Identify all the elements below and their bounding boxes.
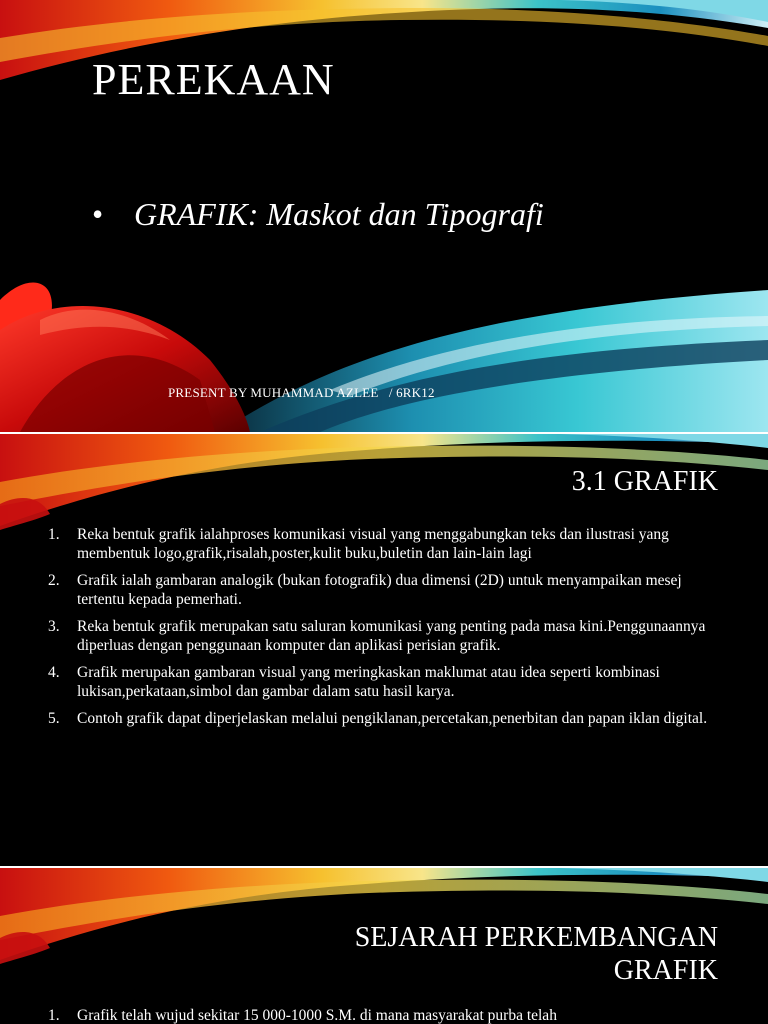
list-item [0,572,717,609]
title-line-1: SEJARAH PERKEMBANGAN [354,922,718,953]
history-list [0,1007,717,1024]
list-item [0,526,717,563]
subtitle-text: GRAFIK: Maskot dan Tipografi [134,196,544,232]
item-text: Reka bentuk grafik merupakan satu saluran komunikasi yang penting pada masa kini.Penggunaannya diperluas dengan penggunaan komputer dan aplikasi perisian grafik. [77,618,706,654]
item-number: 2. [48,572,60,589]
item-number: 3. [48,618,60,635]
item-number: 1. [48,1007,60,1024]
slide-title [355,921,718,987]
item-text: Grafik telah wujud sekitar 15 000-1000 S.M. di mana masyarakat purba telah [77,1007,557,1024]
item-text: Grafik ialah gambaran analogik (bukan fotografik) dua dimensi (2D) untuk menyampaikan mesej tertentu kepada pemerhati. [77,572,682,608]
list-item [0,618,717,655]
item-text: Contoh grafik dapat diperjelaskan melalui pengiklanan,percetakan,penerbitan dan papan iklan digital. [77,710,708,727]
list-item [0,664,717,701]
definition-list [0,526,717,738]
item-number: 1. [48,526,60,543]
content-slide-grafik [0,434,768,866]
bullet-dot: • [92,196,104,232]
content-slide-sejarah [0,868,768,1024]
item-number: 5. [48,710,60,727]
slide-title: 3.1 GRAFIK [571,466,718,497]
item-text: Reka bentuk grafik ialahproses komunikasi visual yang menggabungkan teks dan ilustrasi yang membentuk logo,grafik,risalah,poster,kulit buku,buletin dan lain-lain lagi [77,526,669,562]
title-slide [0,0,768,432]
title-line-2: GRAFIK [613,955,718,986]
list-item [0,710,717,729]
item-number: 4. [48,664,60,681]
slide-title: PEREKAAN [92,55,335,104]
list-item [0,1007,717,1024]
subtitle-bullet [92,196,544,233]
item-text: Grafik merupakan gambaran visual yang meringkaskan maklumat atau idea seperti kombinasi lukisan,perkataan,simbol dan gambar dalam satu hasil karya. [77,664,660,700]
presenter-credit: PRESENT BY MUHAMMAD AZLEE / 6RK12 [168,385,435,400]
